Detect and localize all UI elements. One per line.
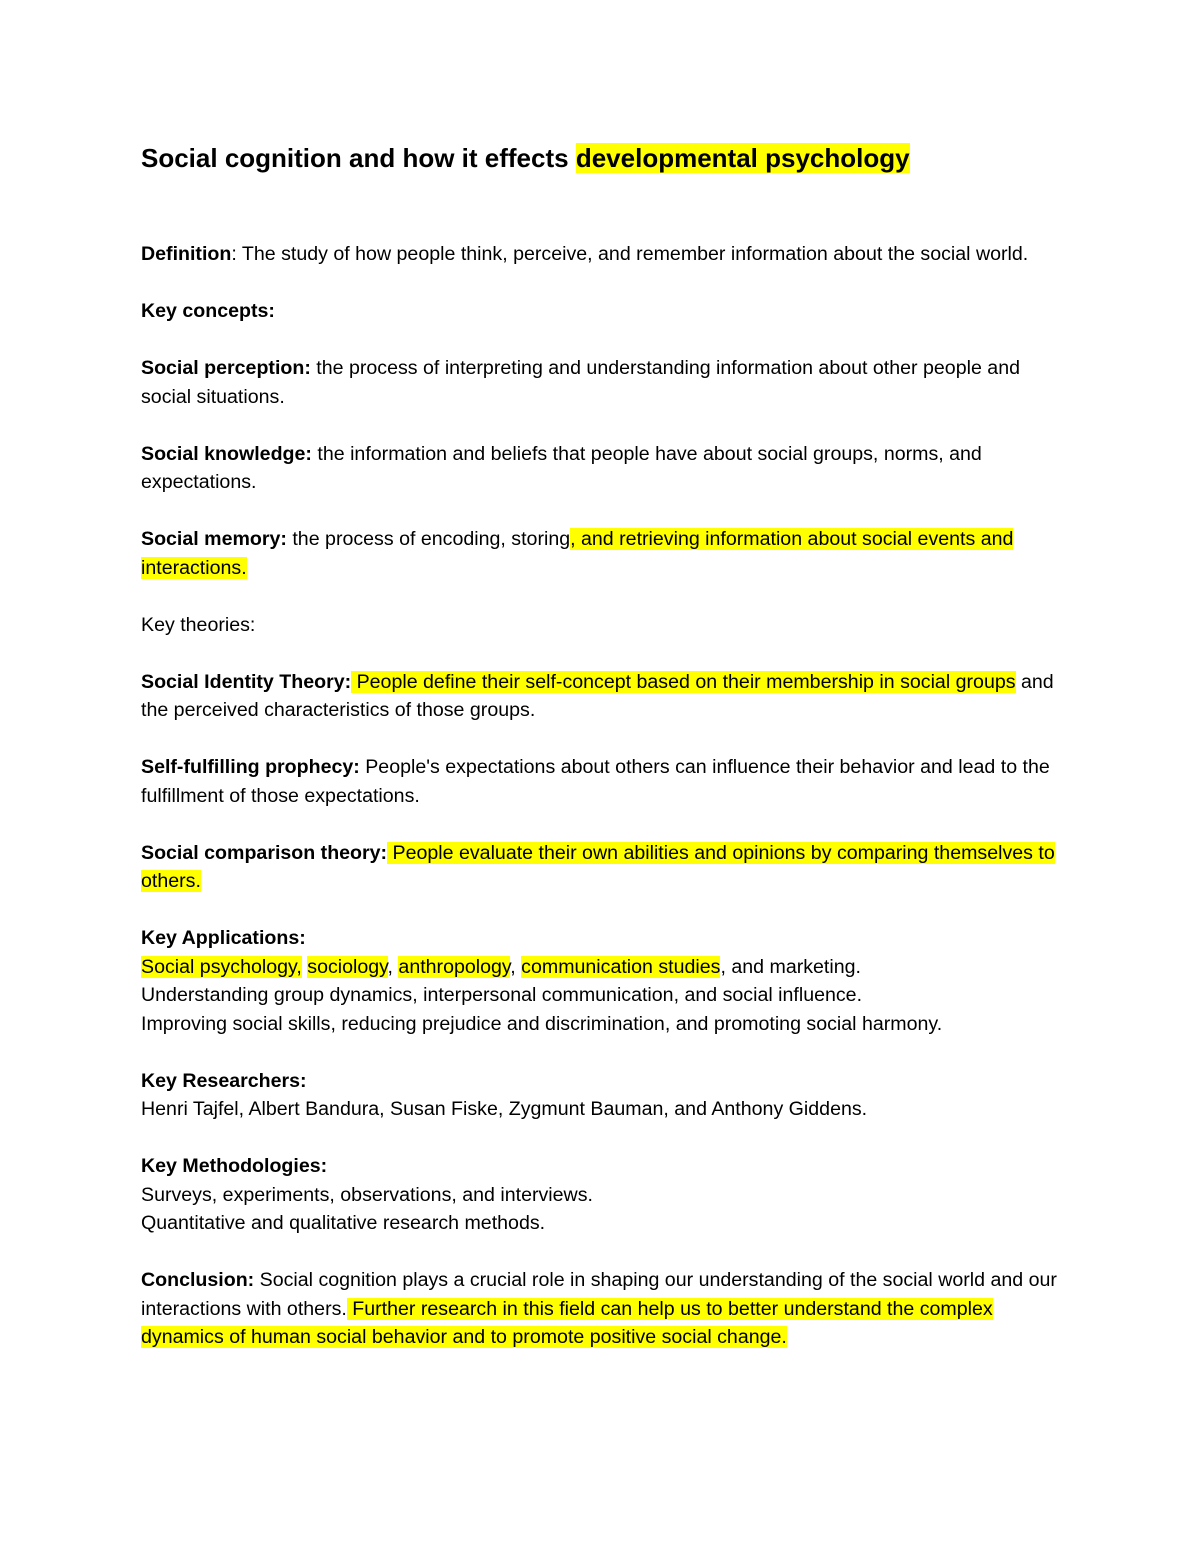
field-anthropology: anthropology xyxy=(398,955,511,978)
key-applications-section xyxy=(141,924,1061,1038)
key-concepts-heading-text: Key concepts: xyxy=(141,300,275,322)
key-applications-line-3: Improving social skills, reducing prejudice and discrimination, and promoting social harmony. xyxy=(141,1012,943,1035)
social-memory-highlight: , and retrieving information about social events and interactions. xyxy=(141,528,1014,579)
document-body xyxy=(141,140,1061,1380)
definition-text: : The study of how people think, perceive, and remember information about the social world. xyxy=(231,243,1029,265)
social-identity-theory-label: Social Identity Theory: xyxy=(141,670,352,693)
social-memory-paragraph xyxy=(141,525,1061,582)
self-fulfilling-prophecy-text: People's expectations about others can influence their behavior and lead to the fulfillment of those expectations. xyxy=(141,756,1050,807)
self-fulfilling-prophecy-paragraph xyxy=(141,753,1061,810)
key-researchers-heading: Key Researchers: xyxy=(141,1069,307,1092)
social-identity-theory-text: and the perceived characteristics of those groups. xyxy=(141,670,1054,721)
social-identity-theory-paragraph xyxy=(141,668,1061,725)
social-perception-label: Social perception: xyxy=(141,357,311,379)
social-perception-paragraph xyxy=(141,354,1061,411)
conclusion-paragraph xyxy=(141,1266,1061,1352)
social-comparison-theory-paragraph xyxy=(141,839,1061,896)
key-theories-heading: Key theories: xyxy=(141,613,256,636)
self-fulfilling-prophecy-label: Self-fulfilling prophecy: xyxy=(141,756,360,778)
conclusion-text: Social cognition plays a crucial role in shaping our understanding of the social world and our interactions with others. xyxy=(141,1269,1057,1320)
field-sociology: sociology xyxy=(307,955,388,978)
definition-paragraph xyxy=(141,240,1061,269)
social-memory-text: the process of encoding, storing xyxy=(286,528,571,550)
definition-label: Definition xyxy=(141,243,232,265)
field-communication-studies: communication studies xyxy=(521,955,721,978)
title-text: Social cognition and how it effects xyxy=(141,143,576,173)
social-memory-label: Social memory: xyxy=(141,528,287,550)
key-applications-line-2: Understanding group dynamics, interpersonal communication, and social influence. xyxy=(141,984,863,1006)
fields-separator-2: , xyxy=(510,955,516,978)
fields-separator-1: , xyxy=(387,955,393,978)
social-knowledge-label: Social knowledge: xyxy=(141,442,312,465)
social-perception-text: the process of interpreting and understanding information about other people and social situations. xyxy=(141,357,1020,408)
key-researchers-section xyxy=(141,1067,1061,1124)
social-knowledge-paragraph xyxy=(141,440,1061,497)
fields-tail: , and marketing. xyxy=(720,955,861,978)
social-comparison-theory-label: Social comparison theory: xyxy=(141,841,388,864)
key-methodologies-line-2: Quantitative and qualitative research methods. xyxy=(141,1212,546,1234)
title-highlight: developmental psychology xyxy=(575,143,910,173)
conclusion-label: Conclusion: xyxy=(141,1269,255,1291)
key-applications-heading: Key Applications: xyxy=(141,927,306,949)
key-researchers-text: Henri Tajfel, Albert Bandura, Susan Fiske, Zygmunt Bauman, and Anthony Giddens. xyxy=(141,1098,868,1120)
social-identity-theory-highlight: People define their self-concept based on their membership in social groups xyxy=(351,670,1016,693)
field-social-psychology: Social psychology, xyxy=(141,955,302,978)
key-methodologies-section xyxy=(141,1152,1061,1238)
key-methodologies-line-1: Surveys, experiments, observations, and interviews. xyxy=(141,1183,593,1206)
key-concepts-heading xyxy=(141,297,1061,326)
conclusion-highlight: Further research in this field can help us to better understand the complex dynamics of human social behavior and to promote positive social change. xyxy=(141,1297,993,1348)
social-knowledge-text: the information and beliefs that people have about social groups, norms, and expectations. xyxy=(141,442,982,493)
social-comparison-theory-highlight: People evaluate their own abilities and opinions by comparing themselves to others. xyxy=(141,841,1055,892)
document-title xyxy=(141,140,1061,176)
key-methodologies-heading: Key Methodologies: xyxy=(141,1155,328,1177)
key-applications-fields-line xyxy=(141,953,1061,982)
